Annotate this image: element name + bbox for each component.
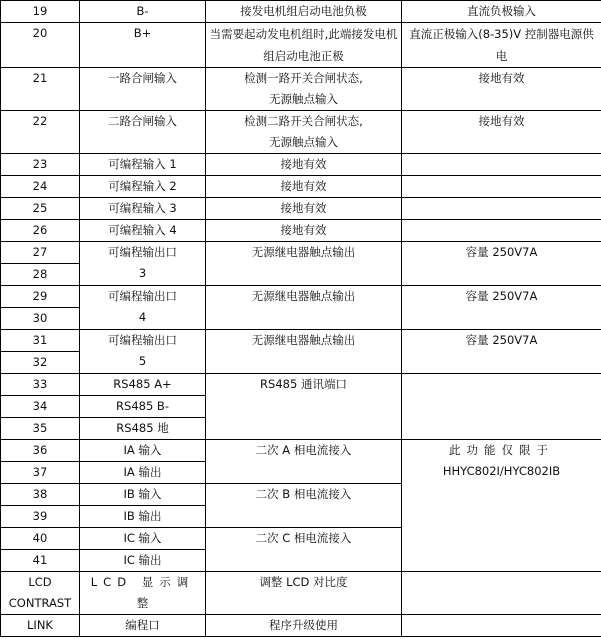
terminal-description: 接地有效 [206,176,402,198]
terminal-description: 接地有效 [206,220,402,242]
table-row [1,23,601,68]
name-line: 可编程输出口 [108,333,177,347]
terminal-note [402,198,601,220]
terminal-name: IA 输出 [80,462,206,484]
description-line: 无源触点输入 [269,135,338,149]
name-line: LCD 显示调 [90,575,195,589]
terminal-note [402,154,601,176]
note-line: HHYC802I/HYC802IB [442,464,561,478]
terminal-name: RS485 地 [80,418,206,440]
terminal-number: 37 [1,462,80,484]
description-line: 检测二路开关合闸状态, [244,114,363,128]
table-row [1,1,601,23]
terminal-number: 39 [1,506,80,528]
table-row [1,68,601,111]
terminal-name: 可编程输入 3 [80,198,206,220]
terminal-number: 35 [1,418,80,440]
name-line: 3 [138,266,147,280]
terminal-note: 接地有效 [402,68,601,111]
terminal-note: 容量 250V7A [402,286,601,330]
terminal-description: 接地有效 [206,198,402,220]
table-row [1,572,601,615]
terminal-number: 24 [1,176,80,198]
terminal-description: 无源继电器触点输出 [206,286,402,330]
terminal-name: RS485 A+ [80,374,206,396]
terminal-name: 可编程输入 4 [80,220,206,242]
terminal-name: 编程口 [80,615,206,637]
terminal-name: IC 输入 [80,528,206,550]
terminal-name: 可编程输入 1 [80,154,206,176]
terminal-number: 31 [1,330,80,352]
terminal-name: B+ [80,23,206,68]
number-line: CONTRAST [8,596,72,610]
name-line: 5 [138,354,147,368]
table-row [1,286,601,308]
terminal-note: 接地有效 [402,111,601,154]
terminal-number: LINK [1,615,80,637]
name-line: 整 [136,596,149,610]
terminal-description: 当需要起动发电机组时,此端接发电机组启动电池正极 [206,23,402,68]
terminal-name [80,286,206,330]
terminal-name: B- [80,1,206,23]
terminal-note [402,176,601,198]
terminal-name: IC 输出 [80,550,206,572]
terminal-name: IB 输入 [80,484,206,506]
name-line: 4 [138,310,147,324]
table-row [1,176,601,198]
terminal-number: 36 [1,440,80,462]
terminal-name [80,242,206,286]
note-line: 此功能仅限于 [449,443,554,457]
description-line: 检测一路开关合闸状态, [244,71,363,85]
terminal-description: 接地有效 [206,154,402,176]
terminal-description: 二次 A 相电流接入 [206,440,402,484]
name-line: 可编程输出口 [108,245,177,259]
terminal-description: 二次 C 相电流接入 [206,528,402,572]
terminal-name: 可编程输入 2 [80,176,206,198]
terminal-note: 容量 250V7A [402,330,601,374]
terminal-number: 20 [1,23,80,68]
terminal-name: RS485 B- [80,396,206,418]
terminal-number: 38 [1,484,80,506]
table-row [1,330,601,352]
terminal-name: IA 输入 [80,440,206,462]
terminal-number: 21 [1,68,80,111]
terminal-number: 27 [1,242,80,264]
terminal-description: 无源继电器触点输出 [206,242,402,286]
terminal-note [402,440,601,572]
terminal-name: 一路合闸输入 [80,68,206,111]
table-row [1,374,601,396]
name-line: 可编程输出口 [108,289,177,303]
terminal-number: 22 [1,111,80,154]
terminal-description [206,111,402,154]
terminal-note [402,615,601,637]
terminal-number: 28 [1,264,80,286]
terminal-number: 19 [1,1,80,23]
table-row [1,615,601,637]
terminal-note [402,220,601,242]
terminal-name [80,572,206,615]
terminal-number: 33 [1,374,80,396]
terminal-description [206,68,402,111]
description-line: 无源触点输入 [269,92,338,106]
table-row [1,220,601,242]
terminal-number: 23 [1,154,80,176]
terminal-number: 32 [1,352,80,374]
terminal-number: 40 [1,528,80,550]
terminal-number: 25 [1,198,80,220]
terminal-description: 程序升级使用 [206,615,402,637]
terminal-name: 二路合闸输入 [80,111,206,154]
terminal-number [1,572,80,615]
terminal-number: 26 [1,220,80,242]
table-row [1,198,601,220]
terminal-name [80,330,206,374]
terminal-number: 29 [1,286,80,308]
terminal-number: 34 [1,396,80,418]
number-line: LCD [28,575,52,589]
terminal-note [402,374,601,440]
terminal-note: 容量 250V7A [402,242,601,286]
terminal-description: 二次 B 相电流接入 [206,484,402,528]
table-row [1,111,601,154]
terminal-note [402,572,601,615]
terminal-description: RS485 通讯端口 [206,374,402,440]
terminal-number: 30 [1,308,80,330]
terminal-name: IB 输出 [80,506,206,528]
terminal-note: 直流负极输入 [402,1,601,23]
table-row [1,154,601,176]
terminal-number: 41 [1,550,80,572]
table-row [1,440,601,462]
terminal-description: 调整 LCD 对比度 [206,572,402,615]
terminal-note: 直流正极输入(8-35)V 控制器电源供电 [402,23,601,68]
terminal-description: 接发电机组启动电池负极 [206,1,402,23]
terminal-description: 无源继电器触点输出 [206,330,402,374]
table-row [1,242,601,264]
